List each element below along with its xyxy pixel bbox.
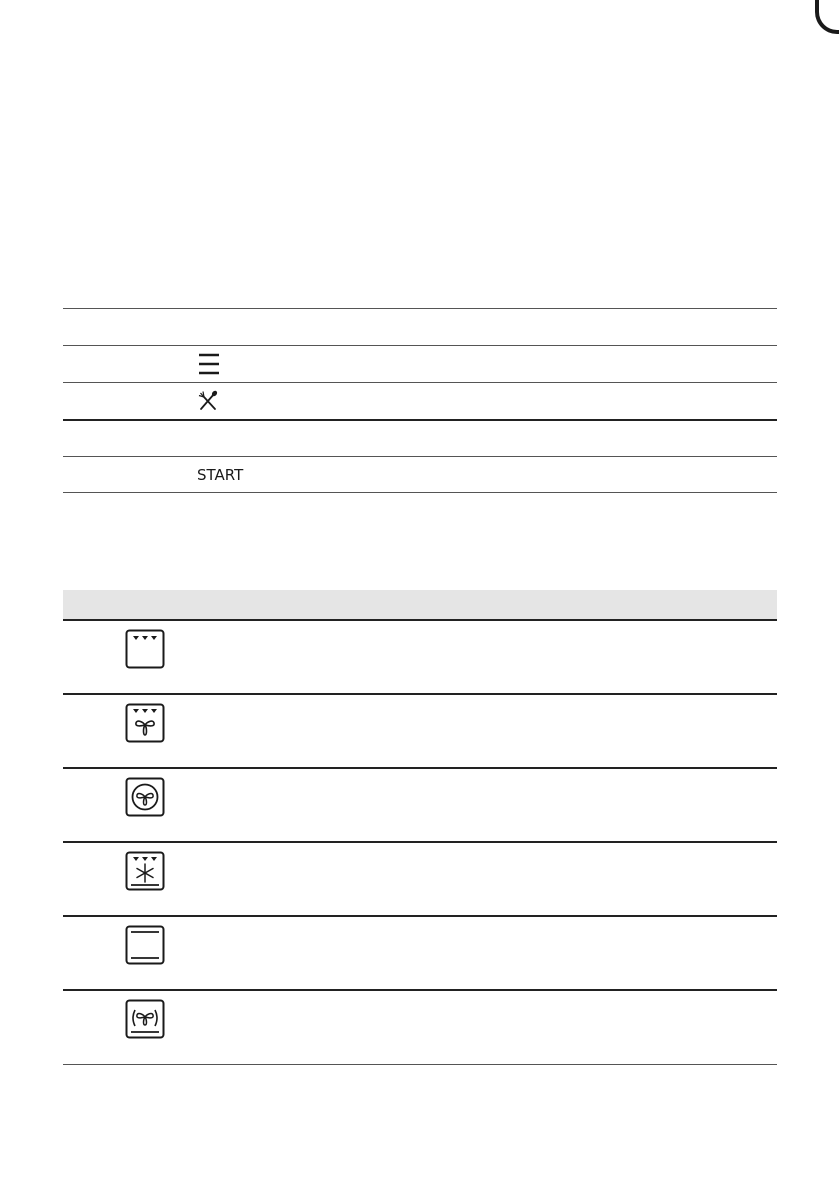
table-row [63,695,777,769]
table-header [63,590,777,621]
table-row [63,991,777,1065]
circle-fan-icon [125,777,165,817]
table-row [63,308,777,345]
fork-spoon-icon[interactable] [197,383,219,419]
function-table [63,590,777,1065]
page-corner-mark [815,0,839,34]
top-heat-fan-icon [125,703,165,743]
table-row [63,843,777,917]
table-row [63,769,777,843]
top-heat-icon [125,629,165,669]
table-row [63,917,777,991]
menu-icon[interactable] [197,346,221,382]
table-row [63,382,777,419]
control-table [63,308,777,493]
table-row [63,621,777,695]
table-row [63,419,777,456]
table-row [63,456,777,493]
top-bottom-heat-icon [125,925,165,965]
table-row [63,345,777,382]
start-button-label[interactable]: START [197,465,244,484]
bottom-fan-icon [125,999,165,1039]
defrost-icon [125,851,165,891]
